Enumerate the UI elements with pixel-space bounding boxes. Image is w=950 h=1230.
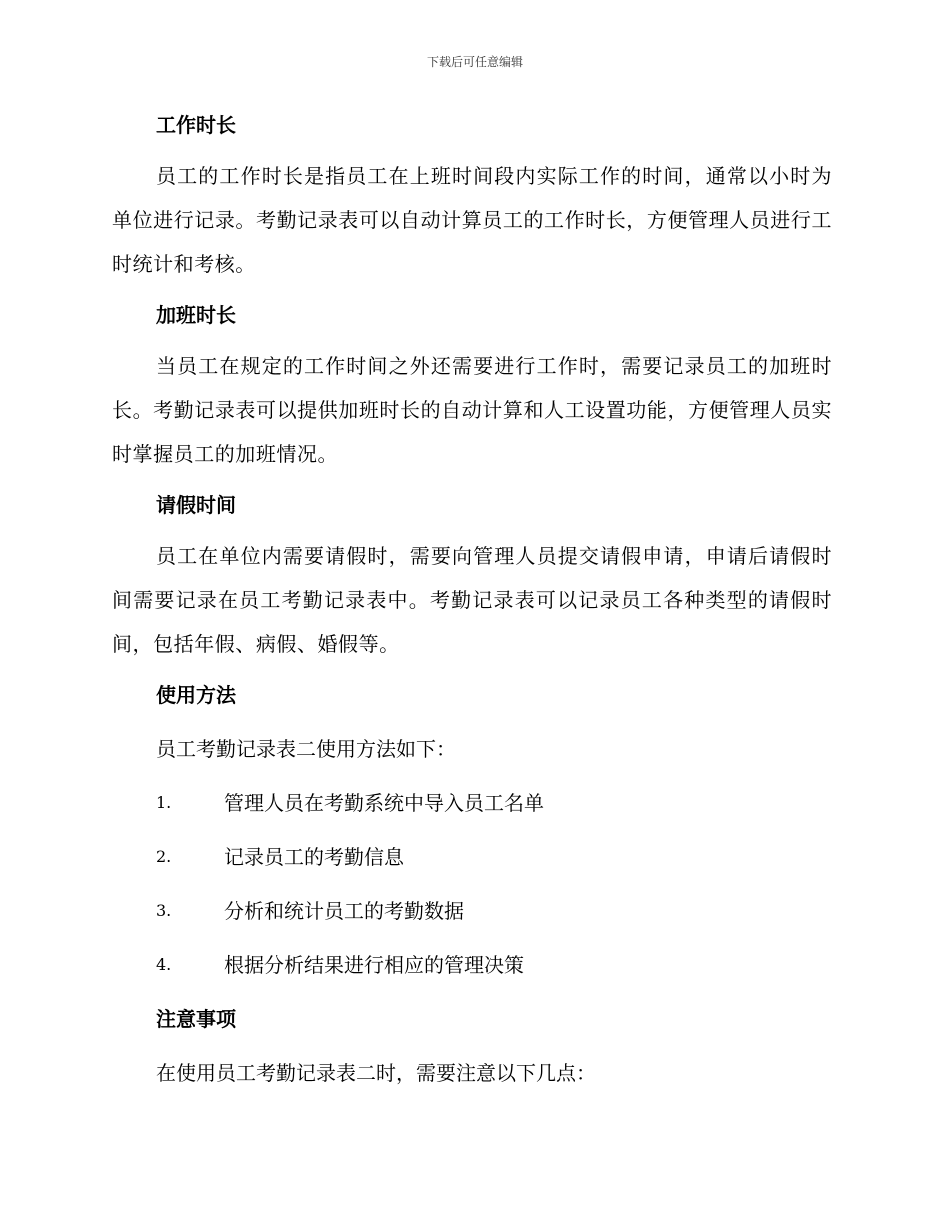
- section-paragraph: 当员工在规定的工作时间之外还需要进行工作时，需要记录员工的加班时长。考勤记录表可以提供加班时长的自动计算和人工设置功能，方便管理人员实时掌握员工的加班情况。: [112, 354, 832, 466]
- list-item: [112, 842, 832, 872]
- document-body: [112, 110, 832, 1088]
- section-work-hours: [112, 110, 832, 286]
- list-item: [112, 950, 832, 980]
- section-leave: [112, 490, 832, 666]
- section-heading: 加班时长: [156, 303, 236, 327]
- list-item: [112, 896, 832, 926]
- section-notes: [112, 1004, 832, 1088]
- list-item: [112, 788, 832, 818]
- section-heading: 工作时长: [156, 113, 236, 137]
- section-paragraph: 员工在单位内需要请假时，需要向管理人员提交请假申请，申请后请假时间需要记录在员工考勤记录表中。考勤记录表可以记录员工各种类型的请假时间，包括年假、病假、婚假等。: [112, 544, 832, 656]
- page-header: 下载后可任意编辑: [426, 55, 523, 69]
- section-heading: 请假时间: [156, 493, 236, 517]
- section-usage: [112, 680, 832, 980]
- section-paragraph: 员工的工作时长是指员工在上班时间段内实际工作的时间，通常以小时为单位进行记录。考勤记录表可以自动计算员工的工作时长，方便管理人员进行工时统计和考核。: [112, 164, 832, 276]
- list-item-text: 管理人员在考勤系统中导入员工名单: [224, 791, 544, 815]
- list-item-text: 记录员工的考勤信息: [224, 845, 404, 869]
- section-heading: 注意事项: [156, 1007, 236, 1031]
- list-item-number: 2.: [156, 847, 172, 866]
- section-heading: 使用方法: [156, 683, 236, 707]
- usage-steps-list: [112, 788, 832, 980]
- list-item-number: 4.: [156, 955, 172, 974]
- list-item-text: 分析和统计员工的考勤数据: [224, 899, 464, 923]
- section-overtime: [112, 300, 832, 476]
- list-item-number: 1.: [156, 793, 172, 812]
- notes-intro: 在使用员工考勤记录表二时，需要注意以下几点：: [156, 1061, 596, 1085]
- list-item-text: 根据分析结果进行相应的管理决策: [224, 953, 524, 977]
- usage-intro: 员工考勤记录表二使用方法如下：: [156, 737, 456, 761]
- list-item-number: 3.: [156, 901, 172, 920]
